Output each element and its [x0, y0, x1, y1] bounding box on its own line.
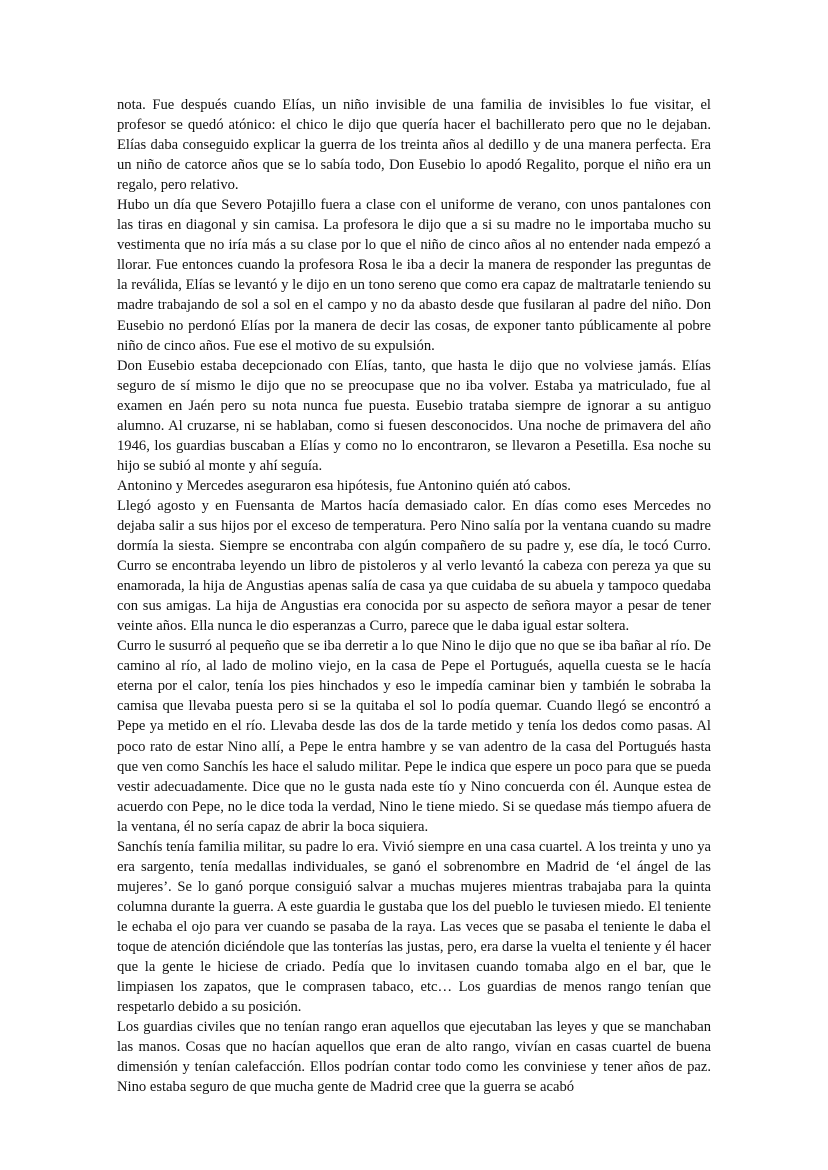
paragraph-8: Los guardias civiles que no tenían rango eran aquellos que ejecutaban las leyes y que se manchaban las manos. Cosas que no hacían aquellos que eran de alto rango, vivían en casas cuartel de buena dimensión y tenían calefacción. Ellos podrían contar todo como les conviniese y tener años de paz. Nino estaba seguro de que mucha gente de Madrid cree que la guerra se acabó — [117, 1019, 711, 1096]
paragraph-2: Hubo un día que Severo Potajillo fuera a clase con el uniforme de verano, con unos pantalones con las tiras en diagonal y sin camisa. La profesora le dijo que a si su madre no le importaba mucho su vestimenta que no iría más a su clase por lo que el niño de cinco años al no entender nada empezó a llorar. Fue entonces cuando la profesora Rosa le iba a decir la manera de responder las preguntas de la reválida, Elías se levantó y le dijo en un tono sereno que como era capaz de maltratarle teniendo su madre trabajando de sol a sol en el campo y no da abasto desde que fusilaran al padre del niño. Don Eusebio no perdonó Elías por la manera de decir las cosas, de exponer tanto públicamente al pobre niño de cinco años. Fue ese el motivo de su expulsión. — [117, 197, 711, 354]
paragraph-4: Antonino y Mercedes aseguraron esa hipótesis, fue Antonino quién ató cabos. — [117, 477, 571, 494]
document-page — [117, 95, 711, 1097]
paragraph-1: nota. Fue después cuando Elías, un niño invisible de una familia de invisibles lo fue visitar, el profesor se quedó atónico: el chico le dijo que quería hacer el bachillerato pero que no le dejaban. Elías daba conseguido explicar la guerra de los treinta años al dedillo y de una manera perfecta. Era un niño de catorce años que se lo sabía todo, Don Eusebio lo apodó Regalito, porque el niño era un regalo, pero relativo. — [117, 97, 711, 194]
paragraph-5: Llegó agosto y en Fuensanta de Martos hacía demasiado calor. En días como eses Mercedes no dejaba salir a sus hijos por el exceso de temperatura. Pero Nino salía por la ventana cuando su madre dormía la siesta. Siempre se encontraba con algún compañero de su padre y, ese día, le tocó Curro. Curro se encontraba leyendo un libro de pistoleros y al verlo levantó la cabeza con pereza ya que su enamorada, la hija de Angustias apenas salía de casa ya que cuidaba de su abuela y tampoco quedaba con sus amigas. La hija de Angustias era conocida por su aspecto de señora mayor a pesar de tener veinte años. Ella nunca le dio esperanzas a Curro, parece que le daba igual estar soltera. — [117, 497, 711, 635]
paragraph-3: Don Eusebio estaba decepcionado con Elías, tanto, que hasta le dijo que no volviese jamás. Elías seguro de sí mismo le dijo que no se preocupase que no iba volver. Estaba ya matriculado, fue al examen en Jaén pero su nota nunca fue puesta. Eusebio trataba siempre de ignorar a su antiguo alumno. Al cruzarse, ni se hablaban, como si fuesen desconocidos. Una noche de primavera del año 1946, los guardias buscaban a Elías y como no lo encontraron, se llevaron a Pesetilla. Esa noche su hijo se subió al monte y ahí seguía. — [117, 357, 711, 474]
paragraph-7: Sanchís tenía familia militar, su padre lo era. Vivió siempre en una casa cuartel. A los treinta y uno ya era sargento, tenía medallas individuales, se ganó el sobrenombre en Madrid de ‘el ángel de las mujeres’. Se lo ganó porque consiguió salvar a muchas mujeres mientras trabajaba para la quinta columna durante la guerra. A este guardia le gustaba que los del pueblo le tuviesen miedo. El teniente le echaba el ojo para ver cuando se pasaba de la raya. Las veces que se pasaba el teniente le daba el toque de atención diciéndole que las tonterías las justas, pero, era darse la vuelta el teniente y él hacer que la gente le hiciese de criado. Pedía que lo invitasen cuando tomaba algo en el bar, que le limpiasen los zapatos, que le comprasen tabaco, etc… Los guardias de menos rango tenían que respetarlo debido a su posición. — [117, 838, 711, 1016]
paragraph-6: Curro le susurró al pequeño que se iba derretir a lo que Nino le dijo que no que se iba bañar al río. De camino al río, al lado de molino viejo, en la casa de Pepe el Portugués, aquella cuesta se le hacía eterna por el calor, tenía los pies hinchados y eso le impedía caminar bien y también le sobraba la camisa que llevaba puesta pero si se la quitaba el sol lo podía quemar. Cuando llegó se encontró a Pepe ya metido en el río. Llevaba desde las dos de la tarde metido y tenía los dedos como pasas. Al poco rato de estar Nino allí, a Pepe le entra hambre y se van adentro de la casa del Portugués hasta que ven como Sanchís les hace el saludo militar. Pepe le indica que espere un poco para que se pueda vestir adecuadamente. Dice que no le gusta nada este tío y Nino concuerda con él. Aunque estea de acuerdo con Pepe, no le dice toda la verdad, Nino le tiene miedo. Si se quedase más tiempo afuera de la ventana, él no sería capaz de abrir la boca siquiera. — [117, 638, 711, 835]
